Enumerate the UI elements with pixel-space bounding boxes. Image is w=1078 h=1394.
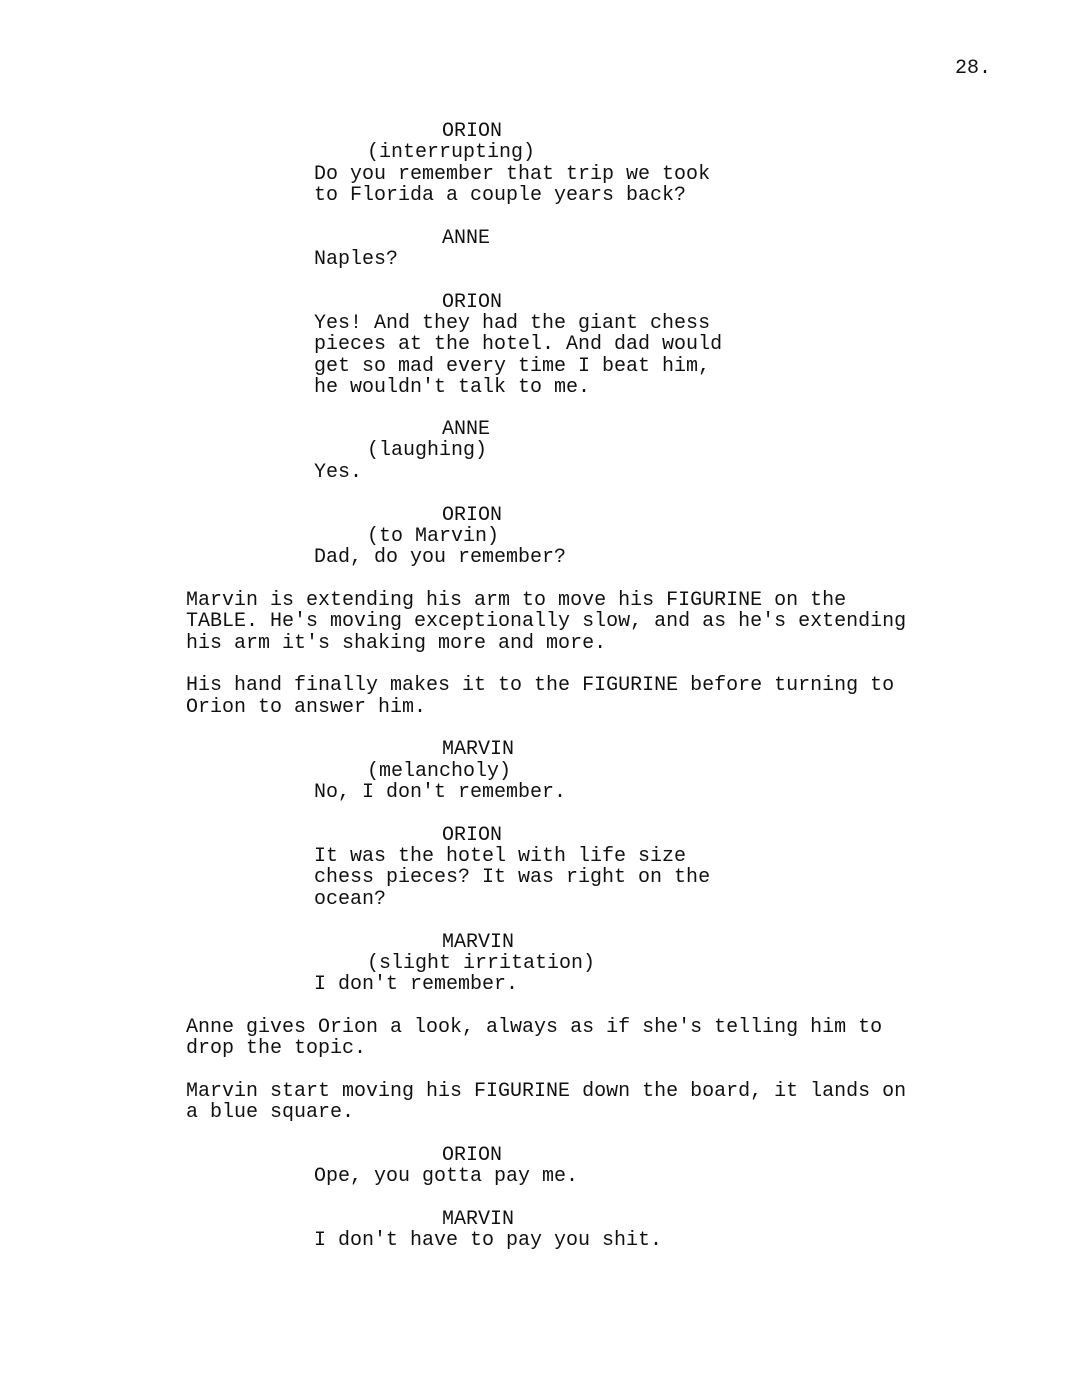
dialogue-line: to Florida a couple years back? <box>314 184 687 207</box>
dialogue-line: get so mad every time I beat him, <box>314 355 711 378</box>
action-line: Orion to answer him. <box>186 696 427 719</box>
action-line: Marvin start moving his FIGURINE down the board, it lands on <box>186 1080 907 1103</box>
action-line: his arm it's shaking more and more. <box>186 632 607 655</box>
dialogue-line: chess pieces? It was right on the <box>314 866 711 889</box>
parenthetical: (laughing) <box>367 439 488 462</box>
dialogue-line: Do you remember that trip we took <box>314 163 711 186</box>
dialogue-line: No, I don't remember. <box>314 781 567 804</box>
dialogue-line: It was the hotel with life size <box>314 845 687 868</box>
character-name: MARVIN <box>442 738 515 761</box>
dialogue-line: I don't remember. <box>314 973 519 996</box>
dialogue-line: pieces at the hotel. And dad would <box>314 333 723 356</box>
parenthetical: (to Marvin) <box>367 525 500 548</box>
action-line: His hand finally makes it to the FIGURINE before turning to <box>186 674 895 697</box>
parenthetical: (slight irritation) <box>367 952 596 975</box>
action-line: TABLE. He's moving exceptionally slow, and as he's extending <box>186 610 907 633</box>
parenthetical: (melancholy) <box>367 760 512 783</box>
character-name: ANNE <box>442 227 491 250</box>
page-number: 28. <box>955 57 992 80</box>
character-name: MARVIN <box>442 931 515 954</box>
action-line: a blue square. <box>186 1101 355 1124</box>
character-name: ORION <box>442 1144 503 1167</box>
action-line: Anne gives Orion a look, always as if she's telling him to <box>186 1016 883 1039</box>
character-name: MARVIN <box>442 1208 515 1231</box>
dialogue-line: Naples? <box>314 248 399 271</box>
action-line: Marvin is extending his arm to move his FIGURINE on the <box>186 589 847 612</box>
character-name: ORION <box>442 504 503 527</box>
character-name: ORION <box>442 291 503 314</box>
character-name: ORION <box>442 120 503 143</box>
dialogue-line: Ope, you gotta pay me. <box>314 1165 579 1188</box>
parenthetical: (interrupting) <box>367 141 536 164</box>
dialogue-line: Dad, do you remember? <box>314 546 567 569</box>
character-name: ORION <box>442 824 503 847</box>
dialogue-line: he wouldn't talk to me. <box>314 376 591 399</box>
dialogue-line: I don't have to pay you shit. <box>314 1229 663 1252</box>
character-name: ANNE <box>442 418 491 441</box>
action-line: drop the topic. <box>186 1037 367 1060</box>
dialogue-line: ocean? <box>314 888 387 911</box>
dialogue-line: Yes. <box>314 461 363 484</box>
dialogue-line: Yes! And they had the giant chess <box>314 312 711 335</box>
